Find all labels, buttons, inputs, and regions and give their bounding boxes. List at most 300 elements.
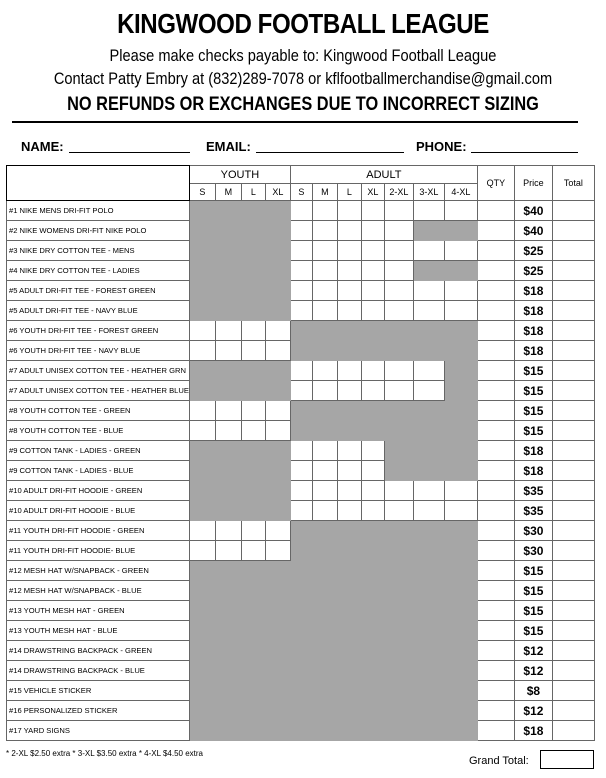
unavailable-size-cell [413, 641, 444, 661]
unavailable-size-cell [413, 401, 444, 421]
qty-cell[interactable] [477, 261, 514, 281]
unavailable-size-cell [361, 681, 384, 701]
phone-field[interactable] [471, 152, 578, 153]
item-name: #4 NIKE DRY COTTON TEE - LADIES [7, 261, 190, 281]
unavailable-size-cell [215, 661, 241, 681]
size-qty-cell[interactable] [384, 501, 413, 521]
unavailable-size-cell [312, 401, 337, 421]
size-qty-cell[interactable] [444, 281, 477, 301]
unavailable-size-cell [241, 701, 265, 721]
table-row [7, 481, 595, 501]
unavailable-size-cell [337, 581, 361, 601]
item-name: #17 YARD SIGNS [7, 721, 190, 741]
table-row [7, 381, 595, 401]
qty-cell[interactable] [477, 301, 514, 321]
unavailable-size-cell [384, 621, 413, 641]
qty-cell[interactable] [477, 561, 514, 581]
size-qty-cell[interactable] [337, 441, 361, 461]
size-qty-cell[interactable] [290, 501, 312, 521]
unavailable-size-cell [413, 461, 444, 481]
size-qty-cell[interactable] [312, 381, 337, 401]
unavailable-size-cell [290, 701, 312, 721]
unavailable-size-cell [444, 261, 477, 281]
price-cell: $35 [514, 501, 552, 521]
unavailable-size-cell [265, 441, 290, 461]
unavailable-size-cell [290, 681, 312, 701]
total-cell[interactable] [552, 701, 594, 721]
total-cell[interactable] [552, 401, 594, 421]
total-cell[interactable] [552, 621, 594, 641]
unavailable-size-cell [290, 561, 312, 581]
unavailable-size-cell [189, 261, 215, 281]
item-name: #14 DRAWSTRING BACKPACK - BLUE [7, 661, 190, 681]
total-cell[interactable] [552, 301, 594, 321]
total-cell[interactable] [552, 681, 594, 701]
unavailable-size-cell [444, 661, 477, 681]
size-qty-cell[interactable] [361, 261, 384, 281]
unavailable-size-cell [361, 541, 384, 561]
total-cell[interactable] [552, 661, 594, 681]
table-row [7, 361, 595, 381]
size-qty-cell[interactable] [444, 481, 477, 501]
size-qty-cell[interactable] [312, 361, 337, 381]
unavailable-size-cell [241, 441, 265, 461]
total-cell[interactable] [552, 521, 594, 541]
total-cell[interactable] [552, 641, 594, 661]
size-qty-cell[interactable] [413, 241, 444, 261]
unavailable-size-cell [337, 321, 361, 341]
youth-size-header: M [215, 184, 241, 201]
unavailable-size-cell [241, 381, 265, 401]
price-cell: $30 [514, 541, 552, 561]
size-qty-cell[interactable] [215, 521, 241, 541]
size-qty-cell[interactable] [290, 481, 312, 501]
unavailable-size-cell [361, 701, 384, 721]
qty-cell[interactable] [477, 441, 514, 461]
unavailable-size-cell [189, 581, 215, 601]
unavailable-size-cell [189, 201, 215, 221]
size-qty-cell[interactable] [337, 201, 361, 221]
size-qty-cell[interactable] [361, 281, 384, 301]
qty-cell[interactable] [477, 241, 514, 261]
unavailable-size-cell [312, 581, 337, 601]
unavailable-size-cell [290, 641, 312, 661]
item-name: #12 MESH HAT W/SNAPBACK - GREEN [7, 561, 190, 581]
size-qty-cell[interactable] [312, 461, 337, 481]
size-qty-cell[interactable] [241, 341, 265, 361]
unavailable-size-cell [444, 361, 477, 381]
total-cell[interactable] [552, 461, 594, 481]
total-cell[interactable] [552, 481, 594, 501]
size-qty-cell[interactable] [189, 321, 215, 341]
unavailable-size-cell [241, 461, 265, 481]
size-qty-cell[interactable] [361, 201, 384, 221]
unavailable-size-cell [265, 221, 290, 241]
unavailable-size-cell [290, 401, 312, 421]
price-cell: $15 [514, 421, 552, 441]
total-cell[interactable] [552, 261, 594, 281]
size-qty-cell[interactable] [384, 241, 413, 261]
unavailable-size-cell [215, 721, 241, 741]
size-qty-cell[interactable] [413, 361, 444, 381]
unavailable-size-cell [241, 621, 265, 641]
unavailable-size-cell [413, 621, 444, 641]
price-cell: $18 [514, 461, 552, 481]
size-qty-cell[interactable] [265, 521, 290, 541]
total-cell[interactable] [552, 281, 594, 301]
item-name: #10 ADULT DRI-FIT HOODIE - GREEN [7, 481, 190, 501]
size-qty-cell[interactable] [312, 441, 337, 461]
table-row [7, 661, 595, 681]
qty-cell[interactable] [477, 501, 514, 521]
unavailable-size-cell [241, 721, 265, 741]
size-qty-cell[interactable] [361, 481, 384, 501]
size-qty-cell[interactable] [413, 301, 444, 321]
unavailable-size-cell [312, 421, 337, 441]
item-name: #7 ADULT UNISEX COTTON TEE - HEATHER BLUE [7, 381, 190, 401]
unavailable-size-cell [189, 681, 215, 701]
total-cell[interactable] [552, 541, 594, 561]
size-qty-cell[interactable] [215, 401, 241, 421]
price-cell: $25 [514, 241, 552, 261]
unavailable-size-cell [444, 541, 477, 561]
size-qty-cell[interactable] [361, 361, 384, 381]
unavailable-size-cell [384, 421, 413, 441]
qty-cell[interactable] [477, 421, 514, 441]
unavailable-size-cell [290, 661, 312, 681]
unavailable-size-cell [265, 721, 290, 741]
total-cell[interactable] [552, 601, 594, 621]
qty-cell[interactable] [477, 661, 514, 681]
price-cell: $35 [514, 481, 552, 501]
size-qty-cell[interactable] [384, 281, 413, 301]
total-cell[interactable] [552, 221, 594, 241]
total-cell[interactable] [552, 201, 594, 221]
size-qty-cell[interactable] [290, 221, 312, 241]
size-qty-cell[interactable] [361, 241, 384, 261]
unavailable-size-cell [215, 201, 241, 221]
size-qty-cell[interactable] [444, 301, 477, 321]
size-qty-cell[interactable] [337, 481, 361, 501]
unavailable-size-cell [265, 641, 290, 661]
grand-total-field[interactable] [540, 750, 594, 769]
unavailable-size-cell [413, 701, 444, 721]
size-qty-cell[interactable] [444, 201, 477, 221]
size-qty-cell[interactable] [384, 201, 413, 221]
size-qty-cell[interactable] [290, 281, 312, 301]
size-qty-cell[interactable] [312, 281, 337, 301]
size-qty-cell[interactable] [384, 301, 413, 321]
size-qty-cell[interactable] [241, 521, 265, 541]
unavailable-size-cell [312, 561, 337, 581]
size-qty-cell[interactable] [337, 461, 361, 481]
unavailable-size-cell [265, 281, 290, 301]
unavailable-size-cell [361, 321, 384, 341]
size-qty-cell[interactable] [290, 241, 312, 261]
size-qty-cell[interactable] [361, 441, 384, 461]
unavailable-size-cell [265, 601, 290, 621]
qty-cell[interactable] [477, 681, 514, 701]
item-name: #9 COTTON TANK - LADIES - GREEN [7, 441, 190, 461]
price-cell: $18 [514, 321, 552, 341]
item-name: #10 ADULT DRI-FIT HOODIE - BLUE [7, 501, 190, 521]
size-qty-cell[interactable] [413, 281, 444, 301]
unavailable-size-cell [413, 601, 444, 621]
item-name: #9 COTTON TANK - LADIES - BLUE [7, 461, 190, 481]
unavailable-size-cell [215, 621, 241, 641]
unavailable-size-cell [384, 601, 413, 621]
unavailable-size-cell [361, 561, 384, 581]
size-qty-cell[interactable] [384, 261, 413, 281]
qty-header: QTY [477, 166, 514, 201]
price-cell: $12 [514, 641, 552, 661]
table-row [7, 281, 595, 301]
size-qty-cell[interactable] [189, 401, 215, 421]
unavailable-size-cell [265, 461, 290, 481]
table-row [7, 601, 595, 621]
size-qty-cell[interactable] [290, 381, 312, 401]
price-cell: $15 [514, 401, 552, 421]
unavailable-size-cell [337, 661, 361, 681]
unavailable-size-cell [189, 661, 215, 681]
size-qty-cell[interactable] [413, 481, 444, 501]
unavailable-size-cell [361, 621, 384, 641]
qty-cell[interactable] [477, 381, 514, 401]
unavailable-size-cell [312, 621, 337, 641]
size-qty-cell[interactable] [337, 261, 361, 281]
size-qty-cell[interactable] [312, 201, 337, 221]
size-qty-cell[interactable] [384, 361, 413, 381]
size-qty-cell[interactable] [444, 241, 477, 261]
size-qty-cell[interactable] [337, 221, 361, 241]
email-label: EMAIL: [206, 139, 251, 154]
item-header-cell [7, 166, 190, 201]
unavailable-size-cell [215, 701, 241, 721]
unavailable-size-cell [312, 721, 337, 741]
qty-cell[interactable] [477, 621, 514, 641]
size-qty-cell[interactable] [361, 301, 384, 321]
unavailable-size-cell [361, 421, 384, 441]
unavailable-size-cell [413, 561, 444, 581]
unavailable-size-cell [444, 441, 477, 461]
unavailable-size-cell [312, 321, 337, 341]
unavailable-size-cell [241, 581, 265, 601]
unavailable-size-cell [215, 261, 241, 281]
total-cell[interactable] [552, 241, 594, 261]
price-cell: $12 [514, 701, 552, 721]
size-qty-cell[interactable] [337, 241, 361, 261]
size-qty-cell[interactable] [265, 421, 290, 441]
size-qty-cell[interactable] [361, 221, 384, 241]
table-row [7, 201, 595, 221]
item-name: #13 YOUTH MESH HAT - BLUE [7, 621, 190, 641]
unavailable-size-cell [265, 301, 290, 321]
size-qty-cell[interactable] [384, 481, 413, 501]
unavailable-size-cell [337, 561, 361, 581]
qty-cell[interactable] [477, 541, 514, 561]
size-qty-cell[interactable] [215, 541, 241, 561]
size-qty-cell[interactable] [189, 521, 215, 541]
adult-size-header: XL [361, 184, 384, 201]
size-qty-cell[interactable] [189, 421, 215, 441]
size-qty-cell[interactable] [312, 261, 337, 281]
unavailable-size-cell [337, 721, 361, 741]
qty-cell[interactable] [477, 461, 514, 481]
total-cell[interactable] [552, 421, 594, 441]
item-name: #15 VEHICLE STICKER [7, 681, 190, 701]
size-qty-cell[interactable] [265, 321, 290, 341]
unavailable-size-cell [312, 521, 337, 541]
size-qty-cell[interactable] [241, 321, 265, 341]
unavailable-size-cell [189, 241, 215, 261]
size-qty-cell[interactable] [413, 381, 444, 401]
size-qty-cell[interactable] [265, 401, 290, 421]
unavailable-size-cell [215, 301, 241, 321]
price-cell: $15 [514, 581, 552, 601]
size-qty-cell[interactable] [215, 421, 241, 441]
price-cell: $12 [514, 661, 552, 681]
price-cell: $18 [514, 441, 552, 461]
size-qty-cell[interactable] [215, 341, 241, 361]
unavailable-size-cell [265, 481, 290, 501]
unavailable-size-cell [189, 381, 215, 401]
size-qty-cell[interactable] [290, 301, 312, 321]
unavailable-size-cell [290, 601, 312, 621]
qty-cell[interactable] [477, 221, 514, 241]
unavailable-size-cell [337, 701, 361, 721]
contact-line: Contact Patty Embry at (832)289-7078 or kflfootballmerchandise@gmail.com [53, 69, 553, 88]
size-qty-cell[interactable] [361, 501, 384, 521]
unavailable-size-cell [312, 641, 337, 661]
adult-size-header: L [337, 184, 361, 201]
unavailable-size-cell [361, 661, 384, 681]
email-field[interactable] [256, 152, 404, 153]
size-qty-cell[interactable] [312, 301, 337, 321]
size-qty-cell[interactable] [290, 441, 312, 461]
size-qty-cell[interactable] [361, 461, 384, 481]
unavailable-size-cell [384, 681, 413, 701]
total-cell[interactable] [552, 341, 594, 361]
size-qty-cell[interactable] [189, 541, 215, 561]
unavailable-size-cell [444, 581, 477, 601]
size-qty-cell[interactable] [312, 221, 337, 241]
unavailable-size-cell [215, 561, 241, 581]
total-cell[interactable] [552, 721, 594, 741]
qty-cell[interactable] [477, 361, 514, 381]
size-qty-cell[interactable] [290, 461, 312, 481]
size-qty-cell[interactable] [241, 541, 265, 561]
size-qty-cell[interactable] [265, 341, 290, 361]
unavailable-size-cell [444, 421, 477, 441]
size-qty-cell[interactable] [384, 381, 413, 401]
size-qty-cell[interactable] [312, 481, 337, 501]
size-qty-cell[interactable] [444, 501, 477, 521]
price-cell: $40 [514, 221, 552, 241]
size-qty-cell[interactable] [413, 201, 444, 221]
qty-cell[interactable] [477, 201, 514, 221]
unavailable-size-cell [265, 241, 290, 261]
size-qty-cell[interactable] [312, 501, 337, 521]
size-qty-cell[interactable] [265, 541, 290, 561]
qty-cell[interactable] [477, 521, 514, 541]
qty-cell[interactable] [477, 401, 514, 421]
unavailable-size-cell [444, 221, 477, 241]
price-cell: $18 [514, 341, 552, 361]
size-qty-cell[interactable] [337, 301, 361, 321]
size-qty-cell[interactable] [241, 401, 265, 421]
qty-cell[interactable] [477, 281, 514, 301]
size-qty-cell[interactable] [312, 241, 337, 261]
qty-cell[interactable] [477, 321, 514, 341]
unavailable-size-cell [189, 301, 215, 321]
unavailable-size-cell [384, 721, 413, 741]
size-qty-cell[interactable] [241, 421, 265, 441]
total-cell[interactable] [552, 501, 594, 521]
size-qty-cell[interactable] [290, 261, 312, 281]
unavailable-size-cell [290, 721, 312, 741]
size-qty-cell[interactable] [361, 381, 384, 401]
size-qty-cell[interactable] [337, 381, 361, 401]
price-header: Price [514, 166, 552, 201]
size-qty-cell[interactable] [337, 281, 361, 301]
unavailable-size-cell [215, 361, 241, 381]
total-cell[interactable] [552, 441, 594, 461]
size-qty-cell[interactable] [290, 201, 312, 221]
size-qty-cell[interactable] [384, 221, 413, 241]
size-qty-cell[interactable] [337, 501, 361, 521]
unavailable-size-cell [444, 401, 477, 421]
size-qty-cell[interactable] [215, 321, 241, 341]
item-name: #8 YOUTH COTTON TEE - GREEN [7, 401, 190, 421]
total-cell[interactable] [552, 361, 594, 381]
qty-cell[interactable] [477, 341, 514, 361]
unavailable-size-cell [444, 721, 477, 741]
unavailable-size-cell [444, 521, 477, 541]
total-cell[interactable] [552, 581, 594, 601]
unavailable-size-cell [444, 701, 477, 721]
qty-cell[interactable] [477, 581, 514, 601]
unavailable-size-cell [189, 481, 215, 501]
qty-cell[interactable] [477, 481, 514, 501]
adult-size-header: 4-XL [444, 184, 477, 201]
qty-cell[interactable] [477, 721, 514, 741]
name-field[interactable] [69, 152, 190, 153]
unavailable-size-cell [384, 701, 413, 721]
unavailable-size-cell [265, 361, 290, 381]
qty-cell[interactable] [477, 601, 514, 621]
unavailable-size-cell [337, 341, 361, 361]
unavailable-size-cell [265, 201, 290, 221]
qty-cell[interactable] [477, 641, 514, 661]
size-qty-cell[interactable] [189, 341, 215, 361]
unavailable-size-cell [215, 221, 241, 241]
unavailable-size-cell [189, 641, 215, 661]
unavailable-size-cell [444, 561, 477, 581]
unavailable-size-cell [337, 601, 361, 621]
qty-cell[interactable] [477, 701, 514, 721]
total-cell[interactable] [552, 381, 594, 401]
unavailable-size-cell [215, 241, 241, 261]
unavailable-size-cell [189, 361, 215, 381]
size-qty-cell[interactable] [290, 361, 312, 381]
size-qty-cell[interactable] [337, 361, 361, 381]
size-qty-cell[interactable] [413, 501, 444, 521]
unavailable-size-cell [189, 701, 215, 721]
total-cell[interactable] [552, 561, 594, 581]
unavailable-size-cell [215, 581, 241, 601]
total-cell[interactable] [552, 321, 594, 341]
price-cell: $15 [514, 381, 552, 401]
